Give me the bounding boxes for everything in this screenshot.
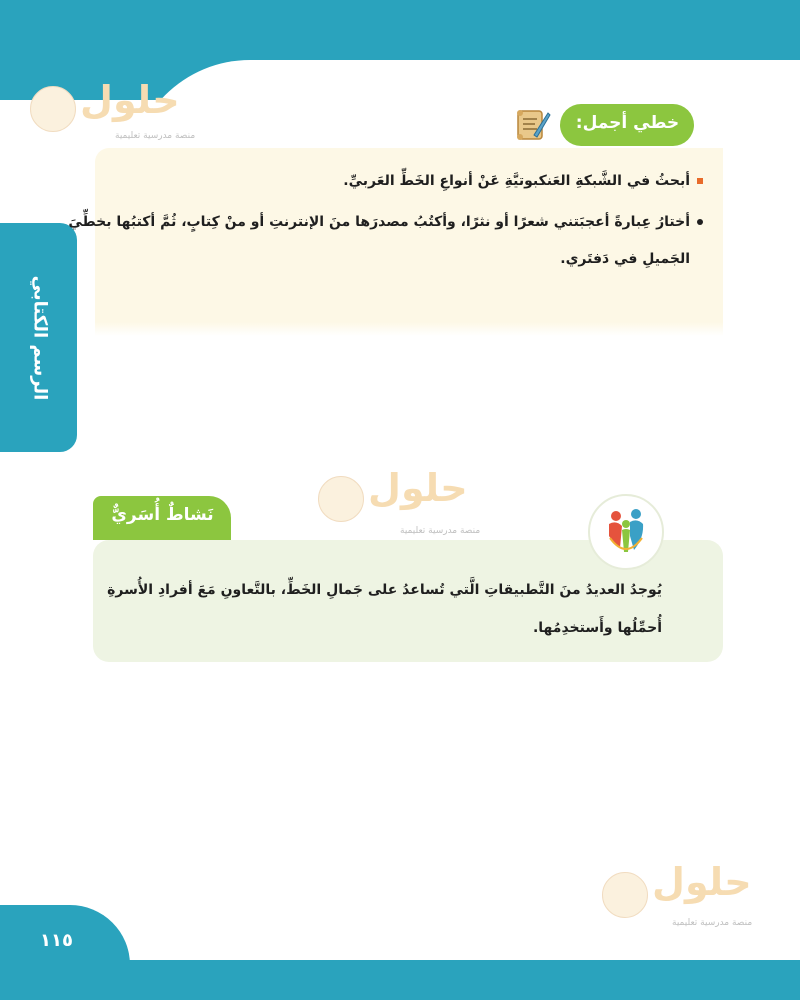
watermark-logo-icon: [318, 476, 364, 522]
family-activity-line-1: يُوجدُ العديدُ منَ التَّطبيقاتِ الَّتي تُساعدُ على جَمالِ الخَطِّ، بالتَّعاونِ مَعَ أفرادِ الأُسرةِ: [107, 582, 662, 598]
watermark-word: حلول: [368, 466, 468, 510]
watermark-logo-icon: [602, 872, 648, 918]
watermark-subtitle: منصة مدرسية تعليمية: [400, 526, 481, 536]
family-activity-title: نَشاطٌ أُسَريٌّ: [111, 505, 214, 525]
bullet-dot: [697, 219, 703, 225]
scroll-quill-icon: [512, 105, 552, 145]
page-number-block: [0, 905, 130, 1000]
handwriting-card-fade: [95, 322, 723, 336]
handwriting-title: خطي أجمل:: [575, 113, 680, 133]
watermark-word: حلول: [652, 860, 752, 904]
family-activity-line-2: أُحمِّلُها وأَستخدِمُها.: [532, 620, 662, 636]
bullet-square: [697, 178, 703, 184]
handwriting-item-2: أختارُ عِبارةً أعجبَتني شعرًا أو نثرًا، وأكتُبُ مصدرَها منَ الإنترنتِ أو منْ كِتابٍ، ثُمَّ أكتبُها بخطِّيَ: [68, 214, 690, 230]
family-icon: [588, 494, 664, 570]
side-tab-label: الرسم الكتابي: [29, 275, 51, 401]
decorative-dots: • • • • •: [35, 890, 146, 915]
page-number: ١١٥: [40, 930, 73, 951]
watermark-subtitle: منصة مدرسية تعليمية: [672, 918, 753, 928]
handwriting-item-2-continued: الجَميلِ في دَفتَري.: [560, 251, 690, 267]
watermark-word: حلول: [80, 78, 180, 122]
watermark-logo-icon: [30, 86, 76, 132]
watermark-subtitle: منصة مدرسية تعليمية: [115, 131, 196, 141]
handwriting-item-1: أبحثُ في الشَّبكةِ العَنكبوتيَّةِ عَنْ أنواعِ الخَطِّ العَربيِّ.: [343, 173, 690, 189]
